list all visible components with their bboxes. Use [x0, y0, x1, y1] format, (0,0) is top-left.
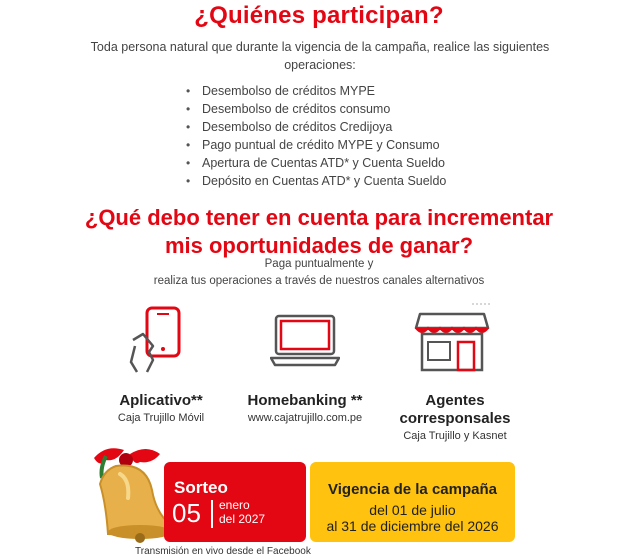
sorteo-year: del 2027 [219, 512, 266, 526]
tips-subtitle-line1: Paga puntualmente y [264, 258, 374, 270]
vigencia-line2: al 31 de diciembre del 2026 [326, 518, 499, 534]
channel-agents-title-line2: corresponsales [399, 410, 511, 427]
channel-agents-title-line1: Agentes [425, 392, 485, 409]
channel-homebanking-subtitle: www.cajatrujillo.com.pe [247, 412, 363, 424]
storefront-icon [412, 298, 492, 374]
sorteo-label: Sorteo [174, 478, 228, 497]
vigencia-box [310, 462, 515, 542]
tips-subtitle-line2: realiza tus operaciones a través de nuestros canales alternativos [153, 275, 485, 287]
list-item: • Apertura de Cuentas ATD* y Cuenta Sueldo [186, 154, 446, 172]
sorteo-box [164, 462, 306, 542]
operations-list [186, 82, 446, 190]
smartphone-hand-icon [127, 306, 187, 374]
sorteo-divider [211, 500, 213, 528]
vigencia-title: Vigencia de la campaña [328, 481, 497, 498]
channel-homebanking-title: Homebanking ** [247, 392, 363, 409]
transmision-note: Transmisión en vivo desde el Facebook [135, 546, 311, 557]
channel-agents-title [380, 392, 530, 428]
channel-app-subtitle: Caja Trujillo Móvil [117, 412, 205, 424]
list-item: • Desembolso de créditos consumo [186, 100, 446, 118]
sorteo-month: enero [219, 498, 250, 512]
participants-intro: Toda persona natural que durante la vigencia de la campaña, realice las siguientes operaciones: [90, 40, 550, 72]
sorteo-day: 05 [172, 498, 201, 528]
list-item: • Desembolso de créditos Credijoya [186, 118, 446, 136]
vigencia-line1: del 01 de julio [369, 502, 456, 518]
tips-title-line2: mis oportunidades de ganar? [164, 233, 474, 258]
tips-subtitle [0, 256, 638, 290]
participants-title: ¿Quiénes participan? [194, 2, 444, 29]
tips-title [0, 204, 638, 260]
list-item: • Depósito en Cuentas ATD* y Cuenta Sueldo [186, 172, 446, 190]
list-item: • Pago puntual de crédito MYPE y Consumo [186, 136, 446, 154]
channel-app-title: Aplicativo** [119, 392, 203, 409]
channel-agents-subtitle: Caja Trujillo y Kasnet [403, 430, 507, 442]
tips-title-line1: ¿Qué debo tener en cuenta para incrementar [84, 205, 554, 230]
list-item: • Desembolso de créditos MYPE [186, 82, 446, 100]
laptop-icon [270, 314, 340, 368]
